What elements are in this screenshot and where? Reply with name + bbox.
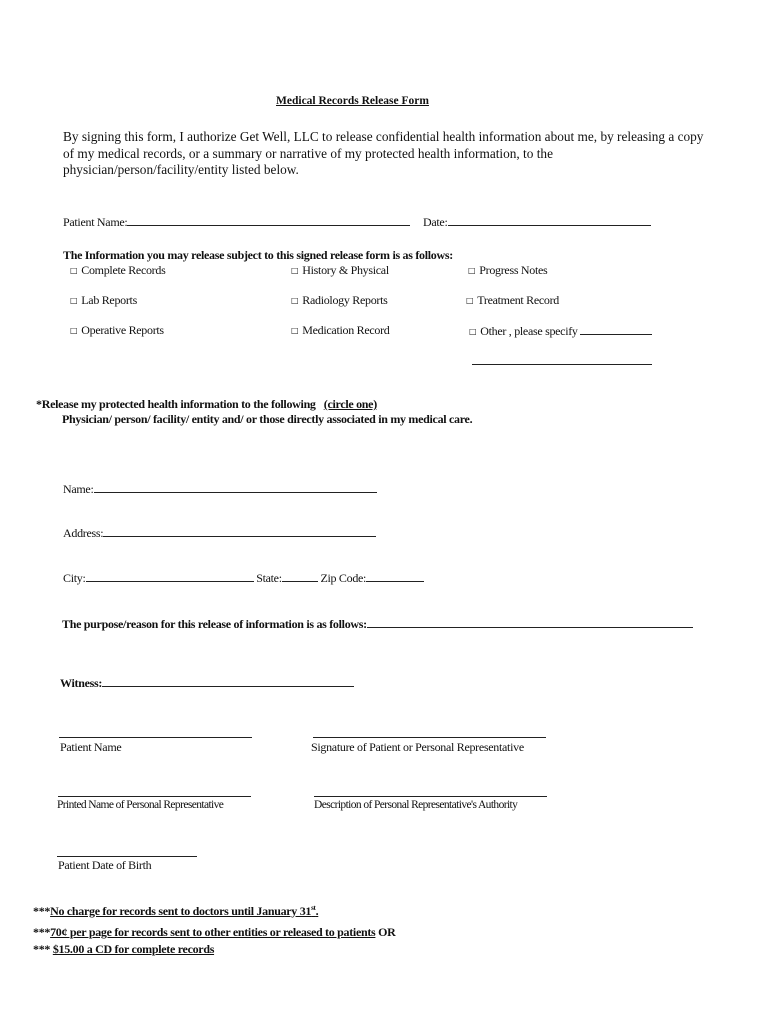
info-heading: The Information you may release subject to this signed release form is as follows: <box>63 248 453 262</box>
release-subheading: Physician/ person/ facility/ entity and/ or those directly associated in my medical care. <box>62 412 473 426</box>
rep-authority-line[interactable] <box>314 796 547 797</box>
note-no-charge: ***No charge for records sent to doctors until January 31st. <box>33 904 319 918</box>
option-other[interactable]: □ Other , please specify <box>469 323 652 339</box>
name-row <box>63 481 377 497</box>
option-operative-reports[interactable]: □ Operative Reports <box>70 323 164 337</box>
signature-caption: Signature of Patient or Personal Representative <box>311 740 524 754</box>
note-cd: *** $15.00 a CD for complete records <box>33 942 215 956</box>
address-row <box>63 525 376 541</box>
patient-signature-line[interactable] <box>313 737 546 738</box>
address-field[interactable] <box>103 525 376 537</box>
option-medication-record[interactable]: □ Medication Record <box>291 323 390 337</box>
checkbox-icon[interactable]: □ <box>466 296 474 305</box>
witness-row <box>60 675 354 691</box>
rep-authority-caption: Description of Personal Representative's Authority <box>314 799 518 811</box>
witness-label: Witness: <box>60 676 103 690</box>
form-title: Medical Records Release Form <box>276 95 429 107</box>
zip-label: Zip Code: <box>320 571 367 585</box>
city-field[interactable] <box>86 570 254 582</box>
name-field[interactable] <box>94 481 377 493</box>
city-state-zip-row <box>63 570 424 586</box>
checkbox-icon[interactable]: □ <box>70 266 78 275</box>
patient-name-label: Patient Name: <box>63 215 128 229</box>
option-history-physical[interactable]: □ History & Physical <box>291 263 389 277</box>
checkbox-icon[interactable]: □ <box>291 326 299 335</box>
patient-name-field[interactable] <box>127 214 410 226</box>
other-specify-field[interactable] <box>580 323 652 335</box>
checkbox-icon[interactable]: □ <box>469 327 477 336</box>
dob-line[interactable] <box>57 856 197 857</box>
option-progress-notes[interactable]: □ Progress Notes <box>468 263 548 277</box>
purpose-field[interactable] <box>367 616 693 628</box>
patient-name-caption: Patient Name <box>60 740 122 754</box>
state-label: State: <box>256 571 282 585</box>
option-treatment-record[interactable]: □ Treatment Record <box>466 293 560 307</box>
authorization-paragraph: By signing this form, I authorize Get Well, LLC to release confidential health information about me, by releasing a copy of my medical records, or a summary or narrative of my protected health information, to the physician/person/facility/entity listed below. <box>63 129 704 177</box>
option-radiology-reports[interactable]: □ Radiology Reports <box>291 293 388 307</box>
checkbox-icon[interactable]: □ <box>291 296 299 305</box>
patient-name-signature-line[interactable] <box>59 737 252 738</box>
printed-name-rep-caption: Printed Name of Personal Representative <box>57 799 224 811</box>
date-label: Date: <box>423 215 448 229</box>
patient-name-row <box>63 214 410 230</box>
other-specify-field-2[interactable] <box>472 364 652 365</box>
checkbox-icon[interactable]: □ <box>70 296 78 305</box>
date-row <box>423 214 651 230</box>
option-lab-reports[interactable]: □ Lab Reports <box>70 293 137 307</box>
witness-field[interactable] <box>102 675 354 687</box>
printed-name-rep-line[interactable] <box>58 796 251 797</box>
city-label: City: <box>63 571 86 585</box>
purpose-label: The purpose/reason for this release of information is as follows: <box>62 617 367 631</box>
purpose-row <box>62 616 693 632</box>
checkbox-icon[interactable]: □ <box>70 326 78 335</box>
option-complete-records[interactable]: □ Complete Records <box>70 263 166 277</box>
dob-caption: Patient Date of Birth <box>58 858 152 872</box>
note-per-page: ***70¢ per page for records sent to other entities or released to patients OR <box>33 925 396 939</box>
checkbox-icon[interactable]: □ <box>291 266 299 275</box>
release-heading: *Release my protected health information to the following (circle one) <box>36 397 377 411</box>
zip-field[interactable] <box>366 570 424 582</box>
address-label: Address: <box>63 526 104 540</box>
checkbox-icon[interactable]: □ <box>468 266 476 275</box>
date-field[interactable] <box>448 214 651 226</box>
state-field[interactable] <box>282 570 318 582</box>
name-label: Name: <box>63 482 94 496</box>
circle-one-note: (circle one) <box>323 397 377 411</box>
